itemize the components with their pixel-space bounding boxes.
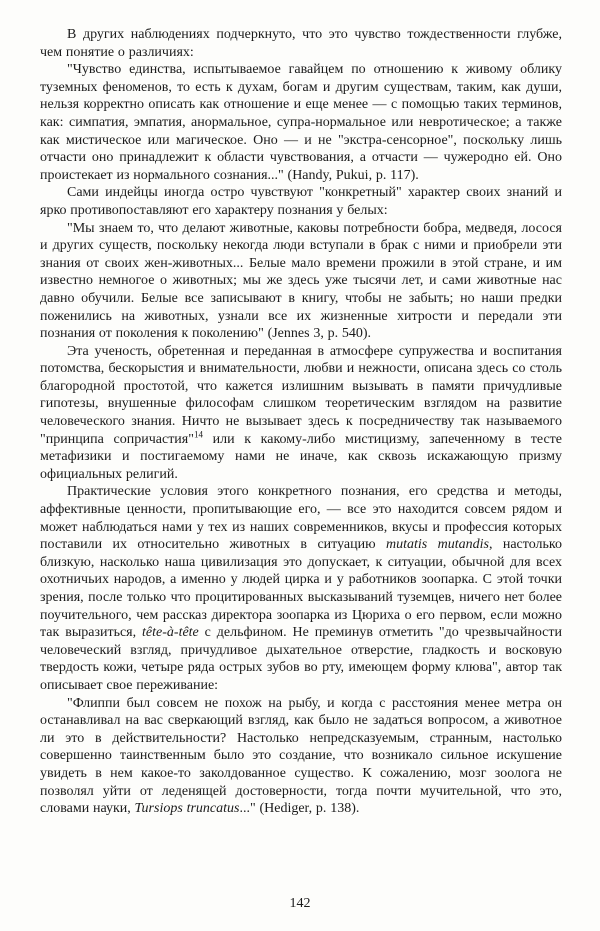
paragraph-3: [40, 184, 562, 219]
paragraph-text: с дельфином. Не преминув отметить "до чрезвычайности человеческий взгляд, причудливое дыхательное отверстие, гладкость и восковую твердость кожи, четыре ряда острых зубов во рту, имеющем форму клюва", автор так описывает свое переживание:: [40, 625, 563, 693]
paragraph-4-quote: [40, 220, 562, 343]
paragraph-text: Практические условия этого конкретного познания, его средства и методы, аффективные ценности, пропитывающие его, — все это находится совсем рядом и может наблюдаться нами у тех из наших современников, вкусы и профессия которых поставили их относительно животных в ситуацию: [40, 484, 562, 553]
paragraph-text: или к какому-либо мистицизму, запеченному в тесте метафизики и постигаемому нами не иначе, как сквозь искажающую призму официальных религий.: [40, 431, 562, 482]
paragraph-text: В других наблюдениях подчеркнуто, что это чувство тождественности глубже, чем понятие о различиях:: [40, 27, 562, 60]
paragraph-text: Сами индейцы иногда остро чувствуют "конкретный" характер своих знаний и ярко противопоставляют его характеру познания у белых:: [40, 185, 562, 218]
paragraph-text: "Мы знаем то, что делают животные, каковы потребности бобра, медведя, лосося и других существ, поскольку некогда люди вступали в брак с ними и приобрели эти знания от своих жен-животных... Белые мало времени прожили в этой стране, и им известно немногое о животных; мы же здесь уже тысячи лет, и сами животные нас давно обучили. Белые все записывают в книгу, чтобы не забыть; но наши предки поженились на животных, узнали все их жизненные хитрости и передали эти познания от поколения к поколению" (Jennes 3, p. 540).: [40, 220, 562, 342]
latin-phrase-mutatis-mutandis: mutatis mutandis: [385, 537, 489, 553]
paragraph-6: [40, 483, 562, 694]
paragraph-2-quote: [40, 61, 562, 184]
footnote-ref-14: 14: [193, 429, 203, 439]
page-number: 142: [289, 896, 311, 912]
paragraph-text: , настолько близкую, насколько наша цивилизация это допускает, к ситуации, обычной для всех охотничьих народов, а именно у людей цирка и у работников зоопарка. С этой точки зрения, после только что процитированных высказываний туземцев, ничего нет более поучительного, чем рассказ директора зоопарка из Цюриха о его первом, если можно так выразиться,: [40, 537, 562, 641]
latin-species-name: Tursiops truncatus: [134, 801, 240, 817]
paragraph-text: Эта ученость, обретенная и переданная в атмосфере супружества и воспитания потомства, бескорыстия и внимательности, любви и нежности, описана здесь со столь благородной простотой, что кажется излишним вызывать в памяти причудливые гипотезы, внушенные философам слишком теоретическим взглядом на развитие человеческого знания. Ничто не вызывает здесь к посредничеству так называемого "принципа сопричастия": [40, 343, 562, 447]
french-phrase-tete-a-tete: tête-à-tête: [142, 625, 199, 641]
paragraph-text: "Чувство единства, испытываемое гавайцем по отношению к живому облику туземных феноменов, то есть к духам, богам и другим существам, таким, как души, нельзя корректно описать как отношение и еще менее — с помощью таких терминов, как: симпатия, эмпатия, анормальное, супра-нормальное или невротическое; а также как мистическое или магическое. Оно — и не "экстра-сенсорное", поскольку лишь отчасти оно принадлежит к области чувствования, а отчасти — чужеродно ей. Оно проистекает из нормального сознания..." (Handy, Pukui, p. 117).: [40, 62, 562, 183]
paragraph-7-quote: [40, 695, 562, 818]
paragraph-1: [40, 26, 562, 61]
paragraph-text: "Флиппи был совсем не похож на рыбу, и когда с расстояния менее метра он останавливал на вас сверкающий взгляд, как было не задаться вопросом, а животное ли это в действительности? Настолько непредсказуемым, странным, настолько совершенно таинственным было это создание, что возникало сильное искушение увидеть в нем какое-то заколдованное существо. К сожалению, мозг зоолога не позволял уйти от леденящей достоверности, тогда почти мучительной, что это, словами науки,: [40, 695, 562, 817]
text-block: [40, 26, 562, 818]
paragraph-text: ..." (Hediger, p. 138).: [239, 801, 360, 817]
paragraph-5: [40, 343, 562, 484]
